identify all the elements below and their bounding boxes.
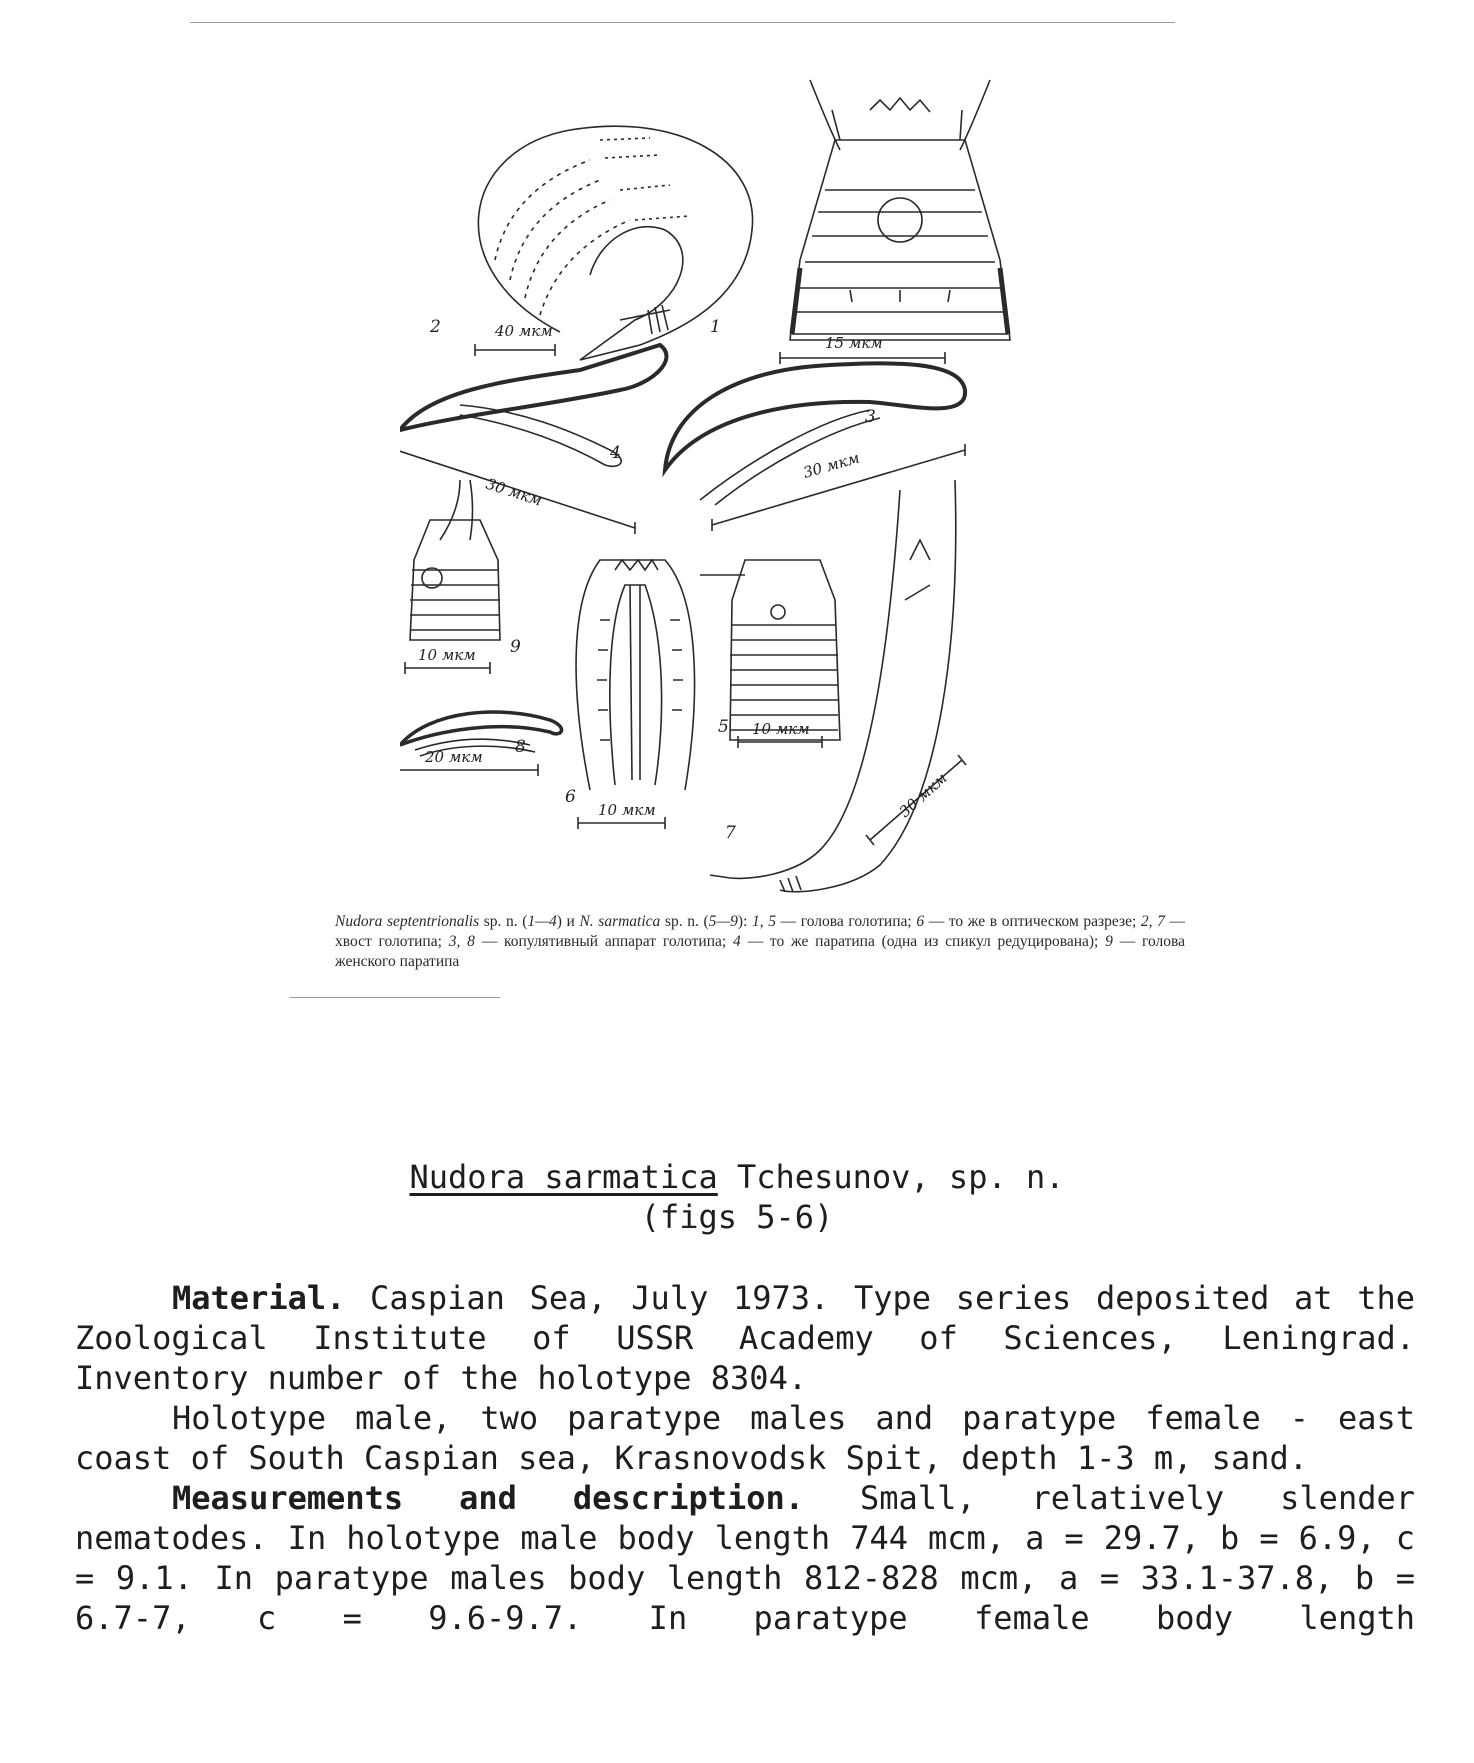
caption-text-4: ): xyxy=(737,913,752,930)
fig1-head-drawing xyxy=(790,80,1010,340)
figure-caption xyxy=(335,912,1185,972)
fig-number-8: 8 xyxy=(515,737,526,757)
species-name: Nudora sarmatica xyxy=(409,1158,718,1196)
caption-fig-ref-4: 3, 8 xyxy=(448,933,475,950)
caption-text-1: sp. n. ( xyxy=(479,913,528,930)
fig6-optical-section-drawing xyxy=(576,560,694,790)
caption-desc-2: — то же в оптическом разрезе; xyxy=(924,913,1141,930)
fig3-copulatory-drawing xyxy=(665,363,965,505)
figure-bottom-rule xyxy=(290,997,500,998)
material-text: Caspian Sea, July 1973. Type series deposited at the Zoological Institute of USSR Academy of Sciences, Leningrad. Inventory number of the holotype 8304. xyxy=(75,1279,1415,1397)
fig4-scale-label: 30 мкм xyxy=(483,474,545,510)
caption-fig-ref-1: 1, 5 xyxy=(752,913,776,930)
caption-text-2: ) и xyxy=(556,913,580,930)
caption-species-2: N. sarmatica xyxy=(579,913,661,930)
caption-species-1: Nudora septentrionalis xyxy=(335,913,480,930)
fig8-scale-label: 20 мкм xyxy=(425,748,483,766)
fig5-head-drawing xyxy=(700,560,840,740)
fig1-scale-label: 15 мкм xyxy=(825,334,883,352)
fig2-scale-label: 40 мкм xyxy=(495,322,553,340)
body-text xyxy=(75,1278,1415,1638)
fig5-scale-label: 10 мкм xyxy=(752,720,810,738)
fig-number-5: 5 xyxy=(718,717,729,737)
caption-desc-4: — копулятивный аппарат голотипа; xyxy=(474,933,734,950)
fig9-scale-label: 10 мкм xyxy=(418,646,476,664)
fig-number-9: 9 xyxy=(510,637,521,657)
fig3-scale-label: 30 мкм xyxy=(801,448,862,482)
fig7-scale-label: 30 мкм xyxy=(895,768,951,821)
species-author: Tchesunov, sp. n. xyxy=(717,1158,1065,1196)
caption-desc-6: — голова женского паратипа xyxy=(335,933,1186,970)
fig4-copulatory-drawing xyxy=(400,345,666,466)
caption-desc-3: — хвост голотипа; xyxy=(335,913,1186,950)
material-label: Material. xyxy=(172,1279,346,1317)
material-paragraph xyxy=(75,1278,1415,1398)
caption-text-3: sp. n. ( xyxy=(660,913,709,930)
caption-range-1: 1—4 xyxy=(527,913,557,930)
fig6-scale-label: 10 мкм xyxy=(598,801,656,819)
fig-number-1: 1 xyxy=(710,317,721,337)
fig-number-6: 6 xyxy=(565,787,576,807)
fig7-tail-drawing xyxy=(710,480,956,892)
caption-range-2: 5—9 xyxy=(708,913,738,930)
figure-reference: (figs 5-6) xyxy=(640,1198,834,1236)
fig-number-3: 3 xyxy=(865,407,876,427)
measurements-label: Measurements and description. xyxy=(172,1479,805,1517)
top-rule xyxy=(190,22,1175,23)
figure-plate xyxy=(400,40,1200,920)
figure-drawings xyxy=(400,40,1200,920)
fig-number-7: 7 xyxy=(725,823,736,843)
fig-number-2: 2 xyxy=(430,317,441,337)
species-heading xyxy=(0,1158,1474,1196)
fig-number-4: 4 xyxy=(610,443,621,463)
caption-fig-ref-5: 4 xyxy=(733,933,741,950)
caption-desc-1: — голова голотипа; xyxy=(776,913,917,930)
fig9-female-head-drawing xyxy=(410,480,500,640)
caption-fig-ref-6: 9 xyxy=(1105,933,1113,950)
measurements-paragraph xyxy=(75,1478,1415,1638)
caption-fig-ref-3: 2, 7 xyxy=(1140,913,1165,930)
holotype-paragraph: Holotype male, two paratype males and paratype female - east coast of South Caspian sea, Krasnovodsk Spit, depth 1-3 m, sand. xyxy=(75,1399,1415,1477)
caption-desc-5: — то же паратипа (одна из спикул редуцирована); xyxy=(740,933,1106,950)
measurements-text: Small, relatively slender nematodes. In holotype male body length 744 mcm, a = 29.7, b = 6.9, c = 9.1. In paratype males body length 812-828 mcm, a = 33.1-37.8, b = 6.7-7, c = 9.6-9.7. In paratype female body length xyxy=(75,1479,1416,1637)
caption-fig-ref-2: 6 xyxy=(916,913,925,930)
